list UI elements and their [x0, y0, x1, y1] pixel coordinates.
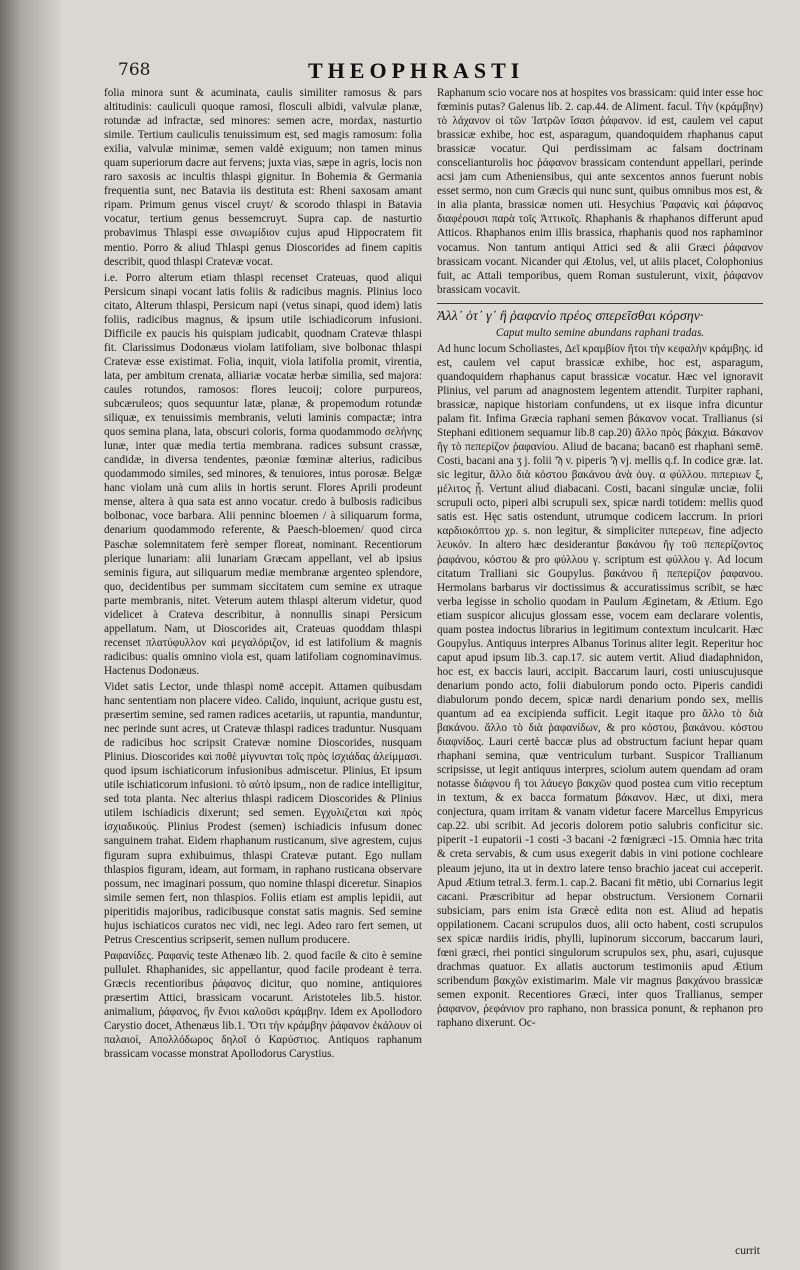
- binding-gutter-shadow: [0, 0, 60, 1270]
- left-paragraph-1: folia minora sunt & acuminata, caulis similiter ramosus & pars altitudinis: cauliculi quoque ramosi, flosculi albidi, valvulæ planæ, rotundæ ad infractæ, sed minores: semen acre, mordax, nasturtio simile. Tertium cauliculis tenuissimum est, sed magis ramosum: folia exilia, valvulæ minimæ, semen valdè exiguum; non tamen minus quam superiorum dacre aut fervens; juxta vias, sæpe in agris, locis non raro saxosis ac incultis thlaspi gignitur. In Bohemia & Germania frequentia sunt, nec Batavia iis destituta est: Rheni saxosam amant ripam. Primum genus viscel cruyt/ & scorodo thlaspi in Batavia vocatur, tertium genus bessemcruyt. Supra cap. de nasturtio probavimus Thlaspi esse σινωμίδιον cujus apud Hippocratem fit mentio. Porro & aliud Thlaspi genus Dioscorides ad finem capitis describit, quod thlaspi Cratevæ vocat.: [104, 87, 422, 268]
- page-header: [118, 58, 760, 84]
- left-paragraph-4: Ραφανίδες. Ραφανὶς teste Athenæo lib. 2. quod facile & cito è semine pullulet. Rhaphanides, sic appellantur, quod facile prodeant è terra. Græcis recentioribus ῥάφανος dicitur, quo nomine, antiquiores præsertim Attici, brassicam vocarunt. Aristoteles lib.5. histor. animalium, ῥάφανος, ἣν ἔνιοι καλοῦσι κράμβην. Idem ex Apollodoro Carystio docet, Athenæus lib.1. Ὅτι τὴν κράμβην ῥάφανον ἐκάλουν οἱ παλαιοί, Απολλόδωρος δηλοῖ ὁ Καρύστιος. Antiquos raphanum brassicam vocasse monstrat Apollodorus Carystius.: [104, 949, 422, 1061]
- left-column: [104, 86, 422, 1256]
- left-paragraph-2: i.e. Porro alterum etiam thlaspi recenset Crateuas, quod aliqui Persicum sinapi vocant latis foliis & radicibus magnis. Plinius loco citato, Alterum thlaspi, Persicum napi (vetus sinapi, quod idem) latis foliis, radicibus magnus, & ipsum utile ischiadicorum infusioni. Difficile ex paucis his quispiam judicabit, quodnam Cratevæ thlaspi fit. Clarissimus Dodonæus violam latifoliam, sive bolbonac thlaspi Cratevæ esse existimat. Folia, inquit, viola latifolia promit, virentia, lata, per ambitum crenata, alliariæ vocatæ herbæ similia, sed majora: caules rotundos, ramosos: flores leucoij; colore purpureos, subcæruleos; quos sequuntur latæ, planæ, & propemodum rotundæ siliquæ, ex tenuissimis membranis, veluti laminis compactæ; intra quos semina plana, lata, obscuri coloris, forma quodammodo σελήνης lunæ, inter quæ media tertia membrana. radices subsunt crassæ, candidæ, in diversa tendentes, pæoniæ fœminæ alterius, radicibus quodammodo similes, sed minores, & tenuiores, intus porosæ. Belgæ hanc violam unà cum aliis in hortis serunt. Flores Aprili prodeunt mense, altera à qua sata est anno vocatur. credo à bulbosis radicibus bolbonac, voce barbara. Alii penninc bloemen / à siliquarum forma, denarium quodammodo referente, & Paesch-bloemen/ quod circa Paschæ solemnitatem ferè semper floreat, nominant. Recentiorum plerique lunariam: alii lunariam Græcam appellant, vel ab ipsius seminis figura, aut siliquarum mediæ membranæ argenteo splendore, quo, decidentibus per summam siccitatem cum semine ex utraque parte membranis, nitet. Veterum autem thlaspi alterum videtur, quod videlicet à Crateva describitur, à nonnullis sinapi Persicum appellatum. Nam, ut Dioscorides ait, Crateuas quoddam thlaspi recenset πλατύφυλλον καὶ μεγαλόριζον, id est latifolium & magnis radicibus: qualis omnino viola est, quam latifoliam cognominavimus. Hactenus Dodonæus.: [104, 271, 422, 677]
- catchword: currit: [735, 1245, 760, 1257]
- left-paragraph-3: Videt satis Lector, unde thlaspi nomē accepit. Attamen quibusdam hanc sententiam non placere video. Calido, inquiunt, acrique gustu est, præsertim semine, sed ramen radices acetariis, ut rapuntia, manduntur, nec perinde sunt acres, ut Cratevæ thlaspi radices traduntur. Nusquam de radicibus hoc scripsit Cratevæ nomine Dioscorides, nusquam Plinius. Dioscorides καὶ ποθὲ μίγνυνται τοῖς πρὸς ἰσχιάδας ἀλείμμασι. quod ipsum ischiaticorum infusionibus admiscetur. Plinius, Et ipsum utile ischiaticorum infusioni. τὸ αὐτὸ ipsum,, non de radice intelligitur, sed tota planta. Nec alterius thlaspi radicem Dioscorides & Plinius utilem ischiadicis dixerunt; sed semen. Εγχυλιζεται καὶ πρὸς ἰσχιαδικούς. Plinius Prodest (semen) ischiadicis infusum donec sanguinem trahat. Eidem rhaphanum rusticanum, sive agrestem, cujus figuram supra exhibuimus, thlaspi Cratevæ putant. Ego nullam thlaspios figuram, ideam, aut formam, in raphano rusticana observare possum, nec imaginari possum, quo nomine thlaspi diceretur. Sinapios simile semen fert, non thlaspios. Foliis etiam est amplis lepidii, aut piperitidis majoribus, radicibusque constat satis magnis. Sed semine hujus ischiaticos curatos nec vidi, nec legi. Adeo raro fert semen, ut Petrus Crescentius scripserit, semen nullum producere.: [104, 680, 422, 946]
- section-rule: [437, 303, 763, 304]
- right-paragraph-1: Raphanum scio vocare nos at hospites vos brassicam: quid inter esse hoc fœminis putas? Galenus lib. 2. cap.44. de Aliment. facul. Τὴν (κράμβην) τὸ λάχανον οἱ τῶν Ἰατρῶν ἴσασι ῥάφανον. id est, caulem vel caput brassicæ exhibe, hoc est, asparagum, quandoquidem rhaphanus caput brassicæ vocatur. Qui perdissimam ac falsam doctrinam conscelianturolis hoc ῥάφανον brassicam contendunt appellari, perinde acsi jam cum Atheniensibus, qui ante sexcentos annos fuerunt nobis esset sermo, non cum Græcis qui nunc sunt, quibus omnibus mos est, & in alia planta, brassicæ nomen uti. Hesychius Ῥαφανὶς καὶ ῥάφανος διαφέρουσι παρὰ τοῖς Ἀττικοῖς. Rhaphanis & rhaphanos differunt apud Atticos. Rhaphanos enim illis brassica, rhaphanis quod nos raphaminor vocamus. Non tantum antiqui Attici sed & alii Græci ῥάφανον brassicam vocant. Nicander qui Ætolus, vel, ut aliis placet, Colophonius fuit, ac Attali temporibus, quem Roman sustulerunt, vixit, ῥάφανον brassicam vocavit.: [437, 87, 763, 296]
- running-title: THEOPHRASTI: [308, 58, 525, 83]
- verse-translation: Caput multo semine abundans raphani tradas.: [495, 326, 705, 339]
- greek-verse-quote: Ἀλλ᾽ ὁτ᾽ γ᾽ ἢ ῥαφανίο πρέος σπερεῖσθαι κόρσην·: [437, 308, 704, 324]
- right-column: [437, 86, 763, 1256]
- right-paragraph-2: Ad hunc locum Scholiastes, Δεῖ κραμβίον ἤτοι τὴν κεφαλὴν κράμβης. id est, caulem vel caput brassicæ exhibe, hoc est, asparagum, quandoquidem rhaphanus caput brassicæ vocatur. Hæc vel ignoravit Plinius, vel parum ad anagnostem legentem attendit. Turpiter raphani, brassicæ, napique historiam confundens, ut ex iisque infra dicuntur palam fit. Infima Græcia raphani semen βάκανον vocat. Trallianus (si Stephani editionem sequamur lib.8 cap.20) ἄλλο πρὸς βάκχια. Βάκανον ἥγ τὸ πεπερίζον ῥαφανίου. Aliud de bacana; bacanō est rhaphani semē. Costi, bacani ana ʒ j. folii Ϡ v. piperis Ϡ vj. mellis q.f. In codice græ. lat. sic legitur, ἄλλο διὰ κόστου βακάνου ἀνὰ ὀυγ. α φύλλου. πιπεριων ξ, μέλιτος ᾗ. Vertunt aliud diabacani. Costi, bacani singulæ unciæ, folii scrupuli octo, piperi albi scrupuli sex, spicæ nardi totidem: mellis quod satis est. Hęc satis ostendunt, utrumque codicem laccrum. In priori καρδιοκόπτου χρ. s. non legitur, & simpliciter πιπερεων, fine adjecto λευκόν. In altero hæc desiderantur βακάνου ἥγ τοῦ πεπερίζοντος ῥαφάνου, κόστου & pro φύλλου γ. scriptum est φύλλου γ. Ad locum citatum Tralliani sic Goupylus. βακάνου ἢ πεπερίζον ῥαφανου. Hermolans barbarus vir doctissimus & accuratissimus scribit, se hæc verba legisse in scholio quodam in Paulum Æginetam, & Ætium. Ego etiam suspicor alicujus glossam esse, vocem eam declarare volentis, quam postea indoctus librarius in legitimum contextum inculcarit. Hæc Goupylus. Antiquus interpres Albanus Torinus aliter legit. Reperitur hoc caput apud ipsum lib.3. cap.17. sic autem vertit. Aliud diadaphnidon, hoc est, ex baccis lauri, accipit. Baccarum lauri, costi uniuscujusque denarium pondo acto, folii diabulorum pondo octo. Piperis candidi diabulorum pondo decem, spicæ nardi denarium pondo sex, mellis quantum ad ea excipienda sufficit. Legit itaque pro ἄλλο τὸ διὰ βακάνου. ἄλλο τὸ διὰ ῥαφανίδων, & pro κόστου, βακάνου. κόστου διαφνίδος. Lauri certè baccæ plus ad obstructum faciunt hepar quam rhaphani semina, quæ ventriculum turbant. Suspicor Trallianum scripsisse, ut legit antiquus interpres, sciolum autem quendam ad oram notasse διάφνου ἢ τοι λάυεγο βακχῶν quod postea cum vitio receptum in textum, & ex bacca formatum βάκανον. Hæc, ut dixi, mera conjectura, quam irritam & vanam videtur facere Marcellus Empyricus cap.22. ubi scribit. Ad jecoris dolorem potio salubris conficitur sic. piperit -1 eupatorii -1 costi -3 bacani -2 fœnigræci -15. Omnia hæc trita & creta servabis, & cum usus exegerit dabis in vini potione cochleare pleaum jejuno, ita ut in dextro latere tenso brachio jaceat cui acceperit. Apud Ætium tetral.3. ferm.1. cap.2. Bacani fit mētio, ubi Cornarius legit cacani. Præscribitur ad hepar obstructum. Versionem Cornarii subsiciam, pars enim ista Græcè edita non est. Aliud ad hepatis oppilationem. Cacani scrupulos duos, alii octo habent, costi scrupulos sex spicæ nardiis iridis, phylli, lupinorum siccorum, baccarum lauri, fœni græci, rhei pontici singulorum scrupulos sex, phu, asari, cujusque drachmas quatuor. Ex allatis auctorum testimoniis apud Ætium scribendum βακχῶν existimarim. Male vir magnus βακχάνου brassicæ semen exponit. Recentiores Græci, inter quos Trallianus, semper ῥαφανον, ῥεφάνιον pro raphano, non brassica ponunt, & rephanon pro raphano dixerunt. Oc-: [437, 342, 763, 1030]
- page-number: 768: [118, 60, 151, 80]
